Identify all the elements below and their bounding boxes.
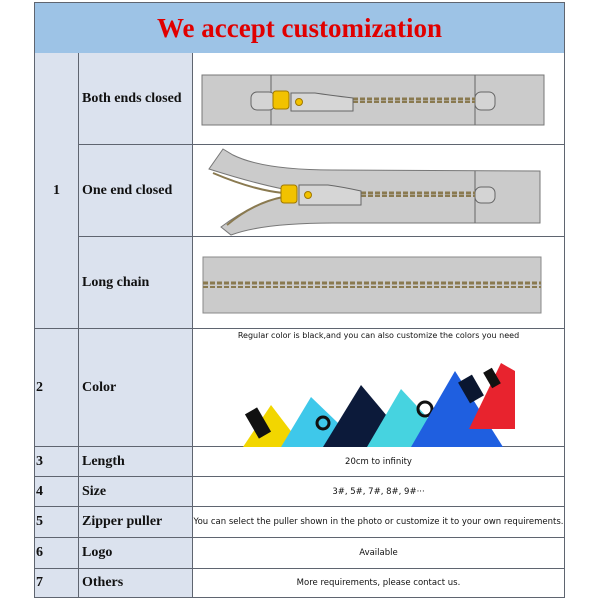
row-value: Available xyxy=(193,538,564,569)
customization-table xyxy=(34,2,565,598)
row-label: Logo xyxy=(79,538,193,569)
row-label: Both ends closed xyxy=(79,53,193,145)
colored-zippers-photo xyxy=(193,329,564,447)
row-number: 1 xyxy=(35,53,79,329)
zipper-one-end-closed-diagram xyxy=(193,145,564,237)
zipper-long-chain-diagram xyxy=(193,237,564,329)
row-label: One end closed xyxy=(79,145,193,237)
row-number: 4 xyxy=(35,477,79,507)
color-cell xyxy=(193,329,564,447)
row-value: 3#, 5#, 7#, 8#, 9#··· xyxy=(193,477,564,507)
page-title: We accept customization xyxy=(157,12,442,43)
row-value: More requirements, please contact us. xyxy=(193,569,564,597)
row-label: Others xyxy=(79,569,193,597)
table-header xyxy=(35,3,564,54)
row-number: 5 xyxy=(35,507,79,538)
row-label: Long chain xyxy=(79,237,193,329)
row-number: 6 xyxy=(35,538,79,569)
row-number: 7 xyxy=(35,569,79,597)
row-number: 2 xyxy=(35,329,79,447)
row-label: Size xyxy=(79,477,193,507)
row-value: You can select the puller shown in the photo or customize it to your own requirements. xyxy=(193,507,564,538)
row-label: Length xyxy=(79,447,193,477)
row-number: 3 xyxy=(35,447,79,477)
row-label: Color xyxy=(79,329,193,447)
row-label: Zipper puller xyxy=(79,507,193,538)
zipper-both-ends-closed-diagram xyxy=(193,53,564,145)
row-value: 20cm to infinity xyxy=(193,447,564,477)
color-caption: Regular color is black,and you can also customize the colors you need xyxy=(237,331,520,340)
